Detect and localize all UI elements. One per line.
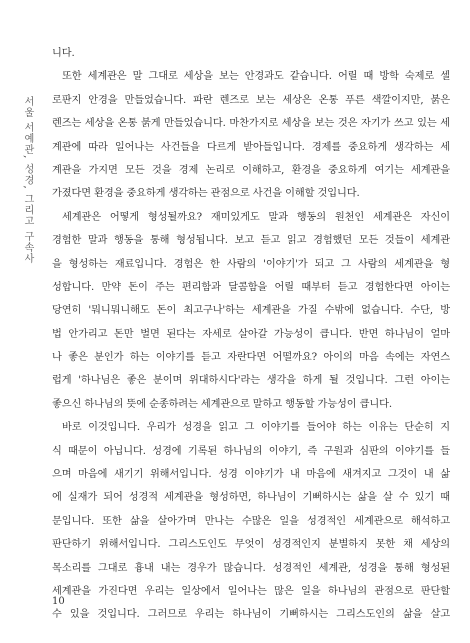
text-line: 세계관은 어떻게 형성될까요? 재미있게도 말과 행동의 원천인 세계관은 자신이 xyxy=(62,211,450,223)
text-line: 또한 세계관은 말 그대로 세상을 보는 안경과도 같습니다. 어릴 때 방학 숙제로 셀 xyxy=(62,71,450,83)
body-text xyxy=(52,42,450,627)
text-line: 계관에 따라 일어나는 사건들을 다르게 받아들입니다. 경제를 중요하게 생각하는 세 xyxy=(52,141,451,153)
text-line: 법 안가리고 돈만 벌면 된다는 자세로 살아갈 가능성이 큽니다. 반면 하나님이 얼마 xyxy=(52,328,450,340)
text-line: 문입니다. 또한 삶을 살아가며 만나는 수많은 일을 성경적인 세계관으로 해석하고 xyxy=(52,515,450,527)
text-line: 가졌다면 환경을 중요하게 생각하는 관점으로 사건을 이해할 것입니다. xyxy=(52,188,360,200)
page-number: 10 xyxy=(52,596,65,607)
text-line: 로판지 안경을 만들었습니다. 파란 렌즈로 보는 세상은 온통 푸른 색깔이지만, 붉은 xyxy=(52,94,450,106)
text-line: 럽게 '하나님은 좋은 분이며 위대하시다'라는 생각을 하게 될 것입니다. 그런 아이는 xyxy=(52,375,450,387)
text-line: 당연히 '뭐니뭐니해도 돈이 최고구나'하는 세계관을 가질 수밖에 없습니다. 수단, 방 xyxy=(52,305,450,317)
text-line: 으며 마음에 새기기 위해서입니다. 성경 이야기가 내 마음에 새겨지고 그것이 내 삶 xyxy=(52,469,450,481)
text-line: 계관을 가지면 모든 것을 경제 논리로 이해하고, 환경을 중요하게 여기는 세계관을 xyxy=(52,164,450,176)
text-line: 렌즈는 세상을 온통 붉게 만들었습니다. 마찬가지로 세상을 보는 것은 자기가 쓰고 있는 세 xyxy=(52,118,450,130)
text-line: 에 실재가 되어 성경적 세계관을 형성하면, 하나님이 기뻐하시는 삶을 살 수 있기 때 xyxy=(52,492,450,504)
text-line: 목소리를 그대로 흉내 내는 경우가 많습니다. 성경적인 세계관, 성경을 통해 형성된 xyxy=(52,562,450,574)
text-line: 경험한 말과 행동을 통해 형성됩니다. 보고 듣고 읽고 경험했던 모든 것들이 세계관 xyxy=(52,235,450,247)
text-line: 수 있을 것입니다. 그러므로 우리는 하나님이 기뻐하시는 그리스도인의 삶을 살고 xyxy=(52,609,450,621)
text-line: 을 형성하는 재료입니다. 경험은 한 사람의 '이야기'가 되고 그 사람의 세계관을 형 xyxy=(52,258,450,270)
text-line: 식 때문이 아닙니다. 성경에 기록된 하나님의 이야기, 즉 구원과 심판의 이야기를 들 xyxy=(52,445,450,457)
text-line: 바로 이것입니다. 우리가 성경을 읽고 그 이야기를 들어야 하는 이유는 단순히 지 xyxy=(62,422,450,434)
text-line: 나 좋은 분인가 하는 이야기를 듣고 자란다면 어떨까요? 아이의 마음 속에는 자연스 xyxy=(52,352,450,364)
text-line: 세계관을 가진다면 우리는 일상에서 일어나는 많은 일을 하나님의 관점으로 판단할 xyxy=(52,585,450,597)
text-line: 성합니다. 만약 돈이 주는 편리함과 달콤함을 어릴 때부터 듣고 경험한다면 아이는 xyxy=(52,281,450,293)
text-line: 니다. xyxy=(52,48,75,59)
text-line: 판단하기 위해서입니다. 그리스도인도 무엇이 성경적인지 분별하지 못한 채 세상의 xyxy=(52,539,450,551)
running-header: 서울 서예관, 성경, 그리고 구속사 xyxy=(22,96,33,265)
text-line: 좋으신 하나님의 뜻에 순종하려는 세계관으로 말하고 행동할 가능성이 큽니다. xyxy=(52,398,392,410)
